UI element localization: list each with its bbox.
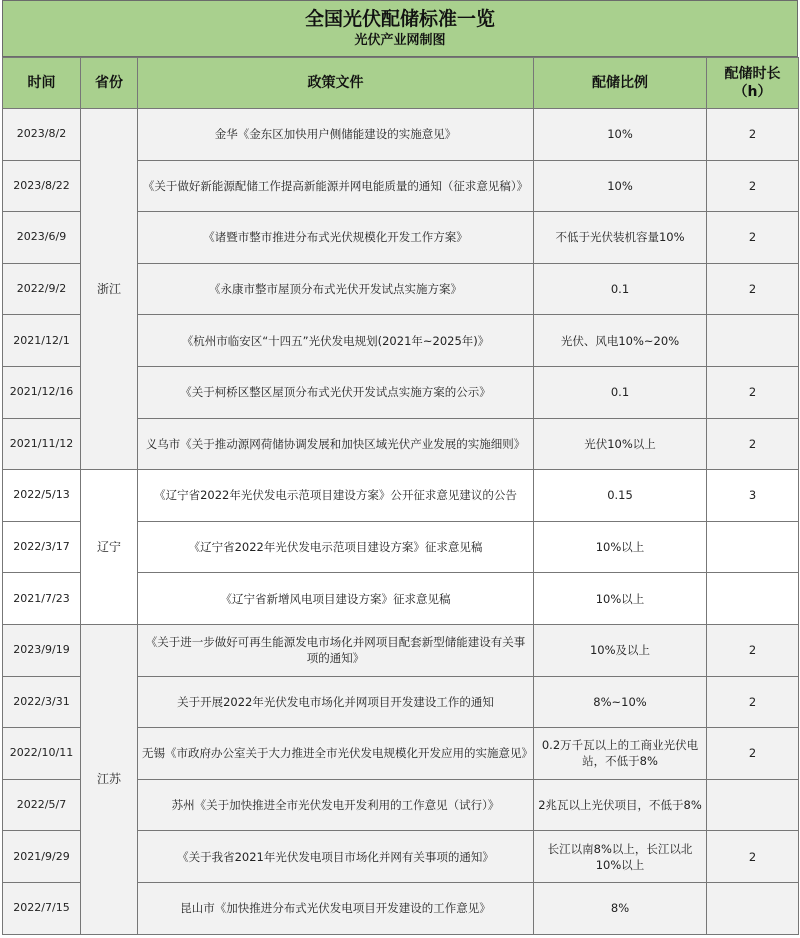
province-cell-liaoning: 辽宁 bbox=[81, 470, 138, 625]
date-cell: 2022/3/17 bbox=[3, 521, 81, 573]
duration-cell: 2 bbox=[707, 109, 799, 161]
duration-cell: 2 bbox=[707, 728, 799, 780]
duration-cell: 2 bbox=[707, 366, 799, 418]
policy-cell: 苏州《关于加快推进全市光伏发电开发利用的工作意见（试行）》 bbox=[138, 779, 534, 831]
table-row bbox=[3, 624, 799, 676]
duration-cell: 2 bbox=[707, 263, 799, 315]
column-header-policy: 政策文件 bbox=[138, 58, 534, 109]
date-cell: 2021/12/1 bbox=[3, 315, 81, 367]
policy-cell: 《关于做好新能源配储工作提高新能源并网电能质量的通知（征求意见稿）》 bbox=[138, 160, 534, 212]
date-cell: 2022/9/2 bbox=[3, 263, 81, 315]
duration-cell: 2 bbox=[707, 212, 799, 264]
column-header-row bbox=[3, 58, 799, 109]
date-cell: 2022/3/31 bbox=[3, 676, 81, 728]
date-cell: 2023/9/19 bbox=[3, 624, 81, 676]
ratio-cell: 0.1 bbox=[534, 366, 707, 418]
policy-cell: 无锡《市政府办公室关于大力推进全市光伏发电规模化开发应用的实施意见》 bbox=[138, 728, 534, 780]
date-cell: 2021/11/12 bbox=[3, 418, 81, 470]
duration-cell: 2 bbox=[707, 160, 799, 212]
province-cell-zhejiang: 浙江 bbox=[81, 109, 138, 470]
column-header-date: 时间 bbox=[3, 58, 81, 109]
policy-cell: 昆山市《加快推进分布式光伏发电项目开发建设的工作意见》 bbox=[138, 882, 534, 934]
date-cell: 2022/10/11 bbox=[3, 728, 81, 780]
date-cell: 2023/6/9 bbox=[3, 212, 81, 264]
duration-cell: 2 bbox=[707, 676, 799, 728]
duration-cell: 2 bbox=[707, 831, 799, 883]
ratio-cell: 8%~10% bbox=[534, 676, 707, 728]
ratio-cell: 10%以上 bbox=[534, 573, 707, 625]
policy-cell: 义乌市《关于推动源网荷储协调发展和加快区域光伏产业发展的实施细则》 bbox=[138, 418, 534, 470]
duration-cell bbox=[707, 521, 799, 573]
date-cell: 2022/5/13 bbox=[3, 470, 81, 522]
policy-cell: 关于开展2022年光伏发电市场化并网项目开发建设工作的通知 bbox=[138, 676, 534, 728]
policy-cell: 《辽宁省新增风电项目建设方案》征求意见稿 bbox=[138, 573, 534, 625]
policy-cell: 《关于我省2021年光伏发电项目市场化并网有关事项的通知》 bbox=[138, 831, 534, 883]
date-cell: 2021/7/23 bbox=[3, 573, 81, 625]
date-cell: 2021/9/29 bbox=[3, 831, 81, 883]
table-row bbox=[3, 109, 799, 161]
duration-cell: 2 bbox=[707, 418, 799, 470]
date-cell: 2021/12/16 bbox=[3, 366, 81, 418]
ratio-cell: 0.15 bbox=[534, 470, 707, 522]
duration-cell: 3 bbox=[707, 470, 799, 522]
duration-cell bbox=[707, 573, 799, 625]
ratio-cell: 光伏、风电10%~20% bbox=[534, 315, 707, 367]
policy-cell: 《诸暨市整市推进分布式光伏规模化开发工作方案》 bbox=[138, 212, 534, 264]
ratio-cell: 0.1 bbox=[534, 263, 707, 315]
date-cell: 2022/5/7 bbox=[3, 779, 81, 831]
duration-cell bbox=[707, 779, 799, 831]
ratio-cell: 0.2万千瓦以上的工商业光伏电站，不低于8% bbox=[534, 728, 707, 780]
policy-cell: 《杭州市临安区“十四五”光伏发电规划(2021年~2025年)》 bbox=[138, 315, 534, 367]
ratio-cell: 10% bbox=[534, 109, 707, 161]
ratio-cell: 2兆瓦以上光伏项目，不低于8% bbox=[534, 779, 707, 831]
duration-cell bbox=[707, 315, 799, 367]
date-cell: 2022/7/15 bbox=[3, 882, 81, 934]
ratio-cell: 不低于光伏装机容量10% bbox=[534, 212, 707, 264]
column-header-ratio: 配储比例 bbox=[534, 58, 707, 109]
policy-table bbox=[2, 57, 799, 935]
table-row bbox=[3, 470, 799, 522]
date-cell: 2023/8/22 bbox=[3, 160, 81, 212]
policy-cell: 金华《金东区加快用户侧储能建设的实施意见》 bbox=[138, 109, 534, 161]
column-header-duration: 配储时长 （h） bbox=[707, 58, 799, 109]
ratio-cell: 10%及以上 bbox=[534, 624, 707, 676]
ratio-cell: 10%以上 bbox=[534, 521, 707, 573]
policy-cell: 《永康市整市屋顶分布式光伏开发试点实施方案》 bbox=[138, 263, 534, 315]
policy-cell: 《关于进一步做好可再生能源发电市场化并网项目配套新型储能建设有关事项的通知》 bbox=[138, 624, 534, 676]
policy-cell: 《关于柯桥区整区屋顶分布式光伏开发试点实施方案的公示》 bbox=[138, 366, 534, 418]
province-cell-jiangsu: 江苏 bbox=[81, 624, 138, 934]
policy-cell: 《辽宁省2022年光伏发电示范项目建设方案》征求意见稿 bbox=[138, 521, 534, 573]
ratio-cell: 10% bbox=[534, 160, 707, 212]
date-cell: 2023/8/2 bbox=[3, 109, 81, 161]
column-header-province: 省份 bbox=[81, 58, 138, 109]
ratio-cell: 光伏10%以上 bbox=[534, 418, 707, 470]
policy-cell: 《辽宁省2022年光伏发电示范项目建设方案》公开征求意见建议的公告 bbox=[138, 470, 534, 522]
page-title: 全国光伏配储标准一览 bbox=[304, 8, 495, 30]
page-subtitle: 光伏产业网制图 bbox=[354, 33, 446, 48]
ratio-cell: 长江以南8%以上，长江以北10%以上 bbox=[534, 831, 707, 883]
ratio-cell: 8% bbox=[534, 882, 707, 934]
duration-cell bbox=[707, 882, 799, 934]
table-header-banner bbox=[2, 0, 798, 57]
duration-cell: 2 bbox=[707, 624, 799, 676]
